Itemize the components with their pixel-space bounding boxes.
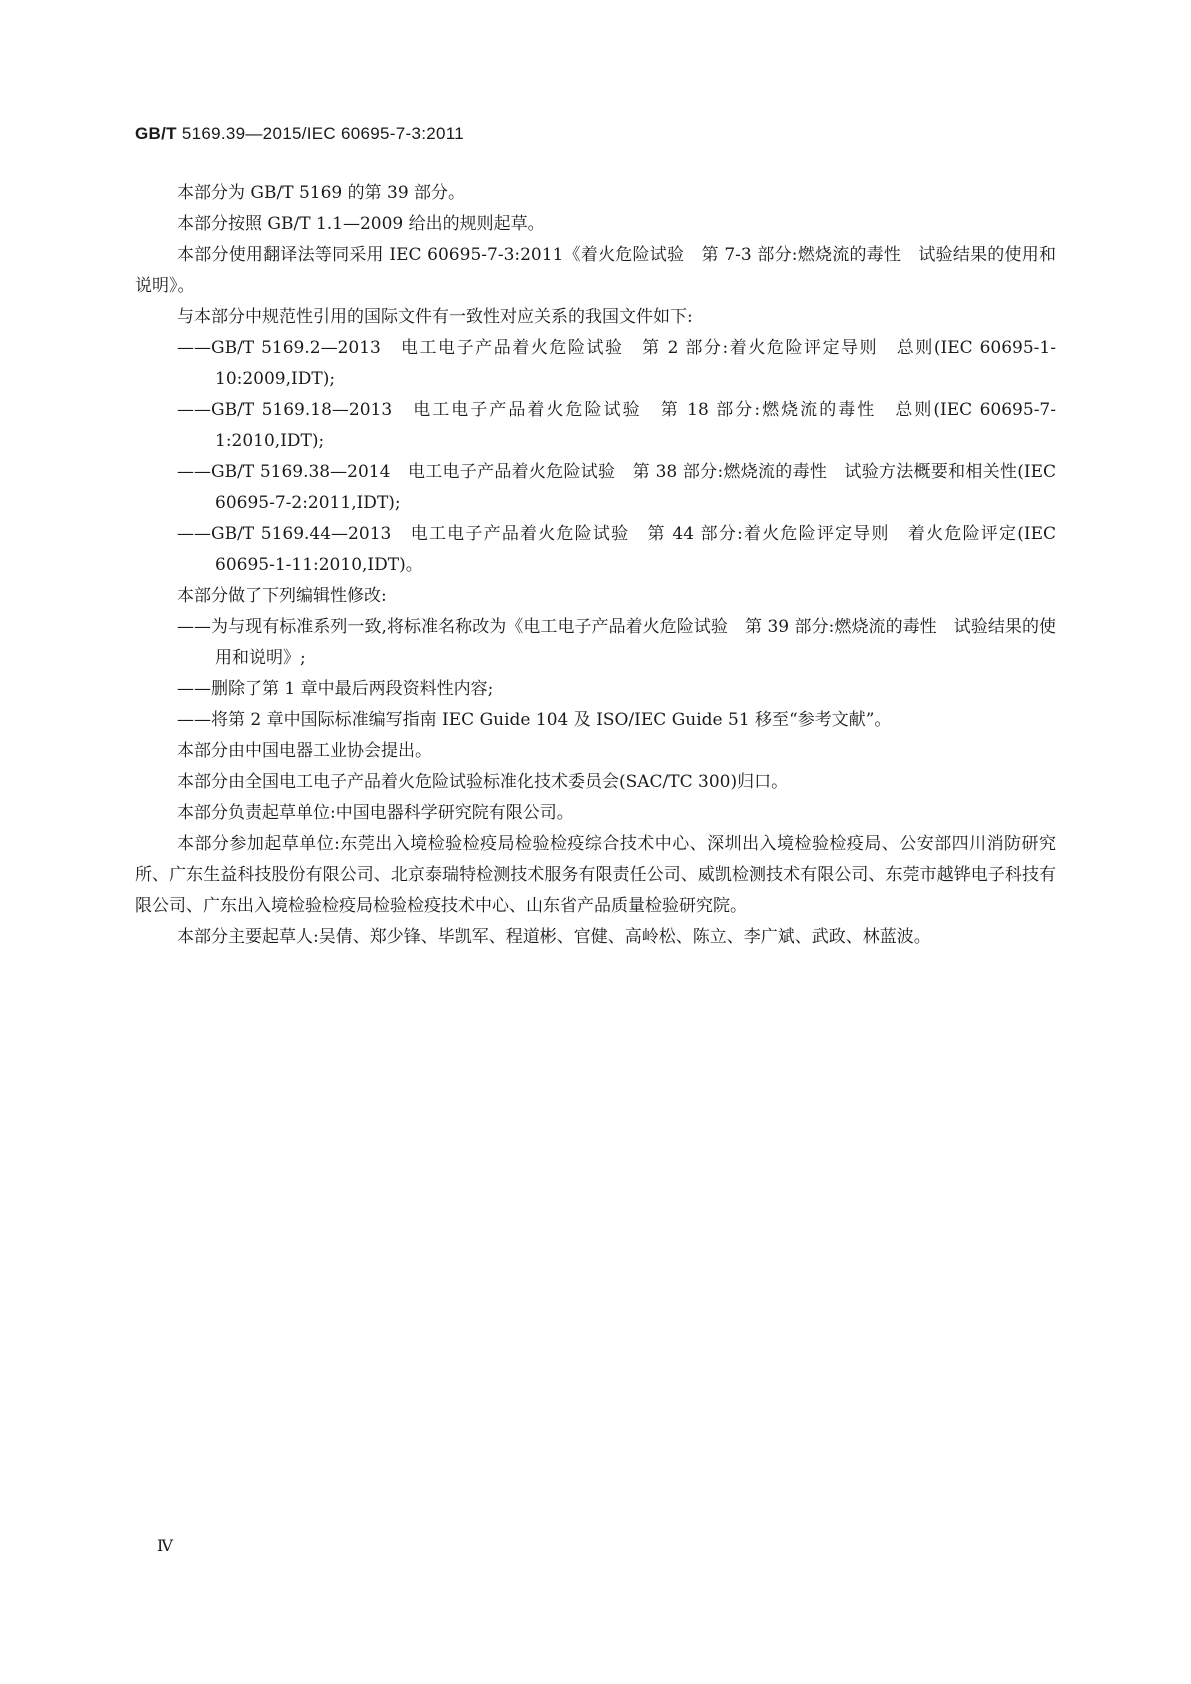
reference-item: ——GB/T 5169.38—2014 电工电子产品着火危险试验 第 38 部分:燃烧流的毒性 试验方法概要和相关性(IEC 60695-7-2:2011,IDT); bbox=[177, 462, 1056, 513]
paragraph-references-intro: 与本部分中规范性引用的国际文件有一致性对应关系的我国文件如下: bbox=[177, 307, 693, 327]
foreword-body bbox=[135, 178, 1056, 953]
paragraph-participants: 本部分参加起草单位:东莞出入境检验检疫局检验检疫综合技术中心、深圳出入境检验检疫局、公安部四川消防研究所、广东生益科技股份有限公司、北京泰瑞特检测技术服务有限责任公司、威凯检测技术有限公司、东莞市越铧电子科技有限公司、广东出入境检验检疫局检验检疫技术中心、山东省产品质量检验研究院。 bbox=[135, 834, 1056, 916]
edit-item: ——删除了第 1 章中最后两段资料性内容; bbox=[177, 679, 494, 699]
edit-item: ——将第 2 章中国际标准编写指南 IEC Guide 104 及 ISO/IEC Guide 51 移至“参考文献”。 bbox=[177, 710, 892, 730]
paragraph-adoption: 本部分使用翻译法等同采用 IEC 60695-7-3:2011《着火危险试验 第 7-3 部分:燃烧流的毒性 试验结果的使用和说明》。 bbox=[135, 245, 1056, 296]
edit-item: ——为与现有标准系列一致,将标准名称改为《电工电子产品着火危险试验 第 39 部分:燃烧流的毒性 试验结果的使用和说明》; bbox=[177, 617, 1056, 668]
reference-item: ——GB/T 5169.18—2013 电工电子产品着火危险试验 第 18 部分:燃烧流的毒性 总则(IEC 60695-7-1:2010,IDT); bbox=[177, 400, 1056, 451]
paragraph-part-number: 本部分为 GB/T 5169 的第 39 部分。 bbox=[177, 183, 466, 203]
reference-item: ——GB/T 5169.44—2013 电工电子产品着火危险试验 第 44 部分:着火危险评定导则 着火危险评定(IEC 60695-1-11:2010,IDT)。 bbox=[177, 524, 1056, 575]
paragraph-proposer: 本部分由中国电器工业协会提出。 bbox=[177, 741, 432, 761]
standard-code: 5169.39—2015/IEC 60695-7-3:2011 bbox=[176, 124, 464, 143]
paragraph-lead-drafter: 本部分负责起草单位:中国电器科学研究院有限公司。 bbox=[177, 803, 574, 823]
paragraph-drafters: 本部分主要起草人:吴倩、郑少锋、毕凯军、程道彬、官健、高岭松、陈立、李广斌、武政、林蓝波。 bbox=[177, 927, 931, 947]
page-number: Ⅳ bbox=[157, 1538, 173, 1555]
paragraph-committee: 本部分由全国电工电子产品着火危险试验标准化技术委员会(SAC/TC 300)归口。 bbox=[177, 772, 789, 792]
paragraph-edits-intro: 本部分做了下列编辑性修改: bbox=[177, 586, 387, 606]
reference-item: ——GB/T 5169.2—2013 电工电子产品着火危险试验 第 2 部分:着火危险评定导则 总则(IEC 60695-1-10:2009,IDT); bbox=[177, 338, 1056, 389]
paragraph-drafting-rules: 本部分按照 GB/T 1.1—2009 给出的规则起草。 bbox=[177, 214, 545, 234]
standard-prefix: GB/T bbox=[135, 124, 177, 143]
document-code-header bbox=[135, 124, 464, 144]
